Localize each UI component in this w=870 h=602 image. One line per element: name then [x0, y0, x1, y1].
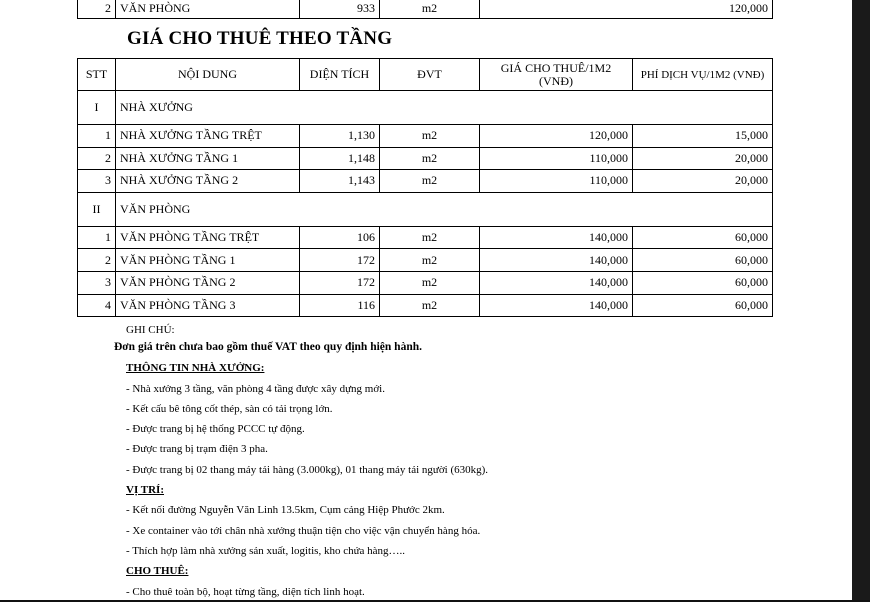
table-row	[78, 271, 773, 294]
note-line: - Thích hợp làm nhà xưởng sản xuất, logitis, kho chứa hàng…..	[126, 544, 406, 557]
row-unit: m2	[380, 249, 480, 272]
note-line: - Nhà xưởng 3 tầng, văn phòng 4 tầng được xây dựng mới.	[126, 382, 385, 395]
header-content: NỘI DUNG	[116, 59, 300, 91]
table-row	[78, 226, 773, 249]
row-area: 116	[300, 294, 380, 317]
header-row	[78, 59, 773, 91]
row-area: 1,148	[300, 147, 380, 170]
row-fee: 60,000	[633, 271, 773, 294]
row-fee: 60,000	[633, 249, 773, 272]
row-fee: 60,000	[633, 226, 773, 249]
section-name: VĂN PHÒNG	[116, 192, 773, 226]
dark-margin	[852, 0, 870, 600]
row-price: 140,000	[480, 226, 633, 249]
vat-note: Đơn giá trên chưa bao gồm thuế VAT theo quy định hiện hành.	[114, 341, 422, 354]
header-fee: PHÍ DỊCH VỤ/1M2 (VNĐ)	[633, 59, 773, 91]
row-area: 1,130	[300, 125, 380, 148]
note-line: - Được trang bị hệ thống PCCC tự động.	[126, 423, 305, 436]
top-row-name: VĂN PHÒNG	[116, 0, 300, 19]
row-price: 140,000	[480, 271, 633, 294]
section-name: NHÀ XƯỞNG	[116, 91, 773, 125]
table-row	[78, 249, 773, 272]
row-fee: 20,000	[633, 170, 773, 193]
section-row	[78, 192, 773, 226]
previous-table-row	[77, 0, 773, 19]
row-fee: 15,000	[633, 125, 773, 148]
row-name: VĂN PHÒNG TẦNG 1	[116, 249, 300, 272]
header-unit: ĐVT	[380, 59, 480, 91]
row-price: 140,000	[480, 249, 633, 272]
table-row	[78, 125, 773, 148]
note-line: - Được trang bị trạm điện 3 pha.	[126, 443, 268, 456]
row-name: NHÀ XƯỞNG TẦNG TRỆT	[116, 125, 300, 148]
note-line: - Cho thuê toàn bộ, hoạt từng tầng, diện tích linh hoạt.	[126, 585, 365, 598]
rent-list	[126, 582, 806, 602]
row-unit: m2	[380, 271, 480, 294]
notes-block	[114, 320, 806, 602]
notes-label: GHI CHÚ:	[126, 324, 175, 336]
rent-heading: CHO THUÊ:	[126, 565, 189, 578]
row-unit: m2	[380, 226, 480, 249]
price-table	[77, 58, 773, 317]
note-line: - Được trang bị 02 thang máy tải hàng (3.000kg), 01 thang máy tải người (630kg).	[126, 463, 489, 476]
row-unit: m2	[380, 170, 480, 193]
table-row	[78, 170, 773, 193]
row-stt: 2	[78, 249, 116, 272]
row-area: 172	[300, 271, 380, 294]
table-row	[78, 147, 773, 170]
header-price	[480, 59, 633, 91]
top-row-stt: 2	[78, 0, 116, 19]
info-heading: THÔNG TIN NHÀ XƯỞNG:	[126, 362, 265, 375]
row-price: 120,000	[480, 125, 633, 148]
header-area: DIỆN TÍCH	[300, 59, 380, 91]
row-unit: m2	[380, 294, 480, 317]
header-price-line1: GIÁ CHO THUÊ/1M2	[500, 60, 612, 75]
row-price: 110,000	[480, 147, 633, 170]
row-name: VĂN PHÒNG TẦNG TRỆT	[116, 226, 300, 249]
row-stt: 4	[78, 294, 116, 317]
row-stt: 3	[78, 271, 116, 294]
header-stt: STT	[78, 59, 116, 91]
location-list	[126, 500, 806, 561]
row-name: NHÀ XƯỞNG TẦNG 1	[116, 147, 300, 170]
row-name: VĂN PHÒNG TẦNG 3	[116, 294, 300, 317]
row-stt: 1	[78, 226, 116, 249]
row-name: VĂN PHÒNG TẦNG 2	[116, 271, 300, 294]
row-stt: 3	[78, 170, 116, 193]
location-heading: VỊ TRÍ:	[126, 484, 165, 497]
note-line: - Xe container vào tới chân nhà xưởng thuận tiện cho việc vận chuyển hàng hóa.	[126, 524, 481, 537]
row-name: NHÀ XƯỞNG TẦNG 2	[116, 170, 300, 193]
row-area: 172	[300, 249, 380, 272]
row-area: 106	[300, 226, 380, 249]
row-fee: 20,000	[633, 147, 773, 170]
top-row-price: 120,000	[480, 0, 773, 19]
section-number: I	[78, 91, 116, 125]
top-row-area: 933	[300, 0, 380, 19]
row-price: 140,000	[480, 294, 633, 317]
row-area: 1,143	[300, 170, 380, 193]
table-title: GIÁ CHO THUÊ THEO TẦNG	[127, 28, 393, 49]
header-price-line2: (VNĐ)	[539, 73, 573, 88]
row-price: 110,000	[480, 170, 633, 193]
note-line: - Kết cấu bê tông cốt thép, sàn có tải trọng lớn.	[126, 402, 333, 415]
section-number: II	[78, 192, 116, 226]
row-fee: 60,000	[633, 294, 773, 317]
table-row	[78, 294, 773, 317]
info-list	[126, 379, 806, 480]
row-stt: 1	[78, 125, 116, 148]
row-unit: m2	[380, 147, 480, 170]
note-line: - Kết nối đường Nguyễn Văn Linh 13.5km, Cụm cảng Hiệp Phước 2km.	[126, 504, 445, 517]
row-unit: m2	[380, 125, 480, 148]
row-stt: 2	[78, 147, 116, 170]
section-row	[78, 91, 773, 125]
top-row-unit: m2	[380, 0, 480, 19]
